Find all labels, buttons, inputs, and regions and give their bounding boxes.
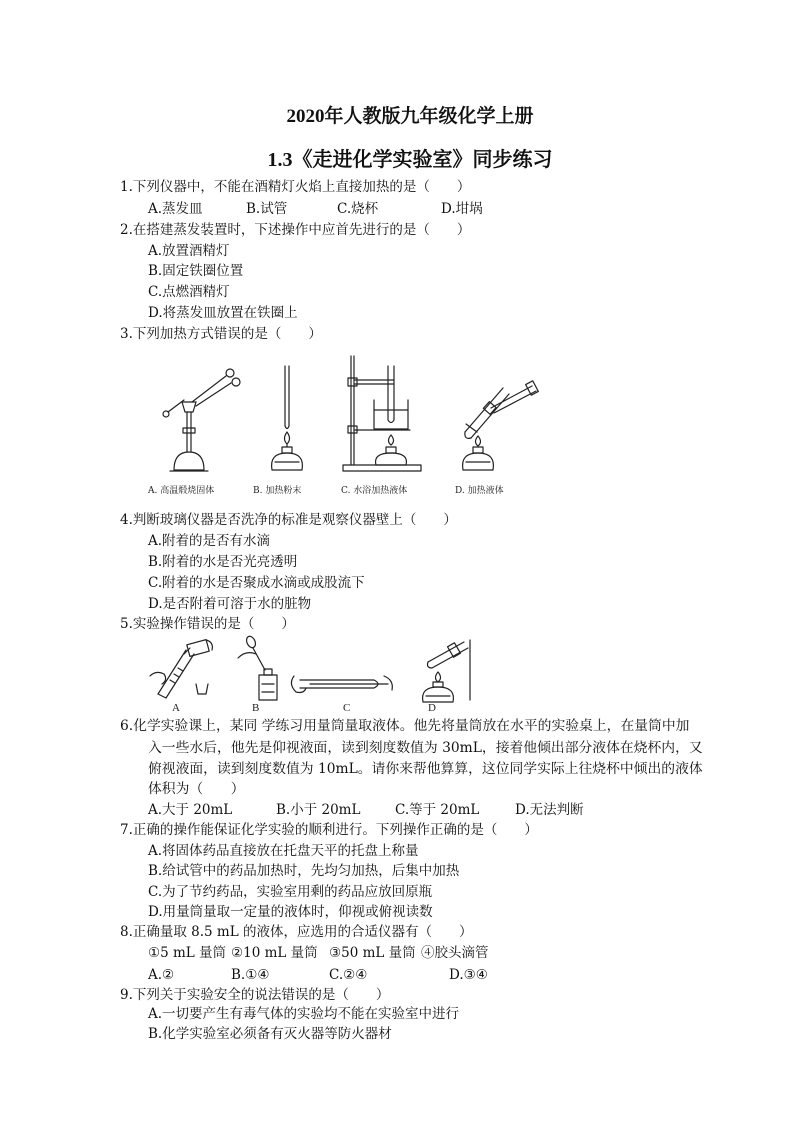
q8-item-2: ②10 mL 量筒 (231, 945, 318, 961)
q8-item-3: ③50 mL 量筒 (329, 945, 416, 961)
q1-option-d: D.坩埚 (441, 201, 483, 217)
q9-stem: 9.下列关于实验安全的说法错误的是（ ） (120, 987, 390, 1003)
q5-figure-label-a: A (172, 702, 180, 714)
q8-item-4: ④胶头滴管 (421, 945, 489, 961)
q3-apparatus-c (343, 356, 421, 471)
q6-stem-line-3: 俯视液面，读到刻度数值为 10mL。请你来帮他算算，这位同学实际上往烧杯中倾出的液体 (148, 761, 703, 777)
q5-apparatus-d (423, 640, 470, 702)
q8-option-b: B.①④ (231, 967, 270, 983)
q3-figure-label-b: B. 加热粉末 (253, 486, 302, 496)
q2-stem: 2.在搭建蒸发装置时，下述操作中应首先进行的是（ ） (120, 222, 471, 238)
q5-apparatus-c (291, 676, 392, 693)
q8-item-1: ①5 mL 量筒 (148, 945, 227, 961)
page-title: 2020年人教版九年级化学上册 (286, 106, 534, 127)
q3-apparatus-b (272, 366, 303, 470)
q7-option-d: D.用量筒量取一定量的液体时，仰视或俯视读数 (148, 904, 433, 920)
q6-option-a: A.大于 20mL (148, 802, 233, 818)
q2-option-b: B.固定铁圈位置 (148, 263, 244, 279)
q4-option-a: A.附着的是否有水滴 (148, 533, 271, 549)
q4-option-c: C.附着的水是否聚成水滴或成股流下 (148, 575, 365, 591)
q6-stem-line-1: 6.化学实验课上，某同 学练习用量筒量取液体。他先将量筒放在水平的实验桌上，在量筒中加 (120, 718, 690, 734)
q4-option-b: B.附着的水是否光亮透明 (148, 554, 298, 570)
q9-option-b: B.化学实验室必须备有灭火器等防火器材 (148, 1026, 392, 1042)
q3-figure (148, 352, 538, 500)
q6-stem-line-2: 入一些水后，他先是仰视液面，读到刻度数值为 30mL，接着他倾出部分液体在烧杯内，又 (148, 740, 703, 756)
q1-option-a: A.蒸发皿 (148, 201, 203, 217)
q6-option-d: D.无法判断 (515, 802, 584, 818)
q5-figure-label-c: C (343, 702, 351, 714)
q1-stem: 1.下列仪器中，不能在酒精灯火焰上直接加热的是（ ） (120, 179, 471, 195)
q9-option-a: A.一切要产生有毒气体的实验均不能在实验室中进行 (148, 1006, 460, 1022)
q5-apparatus-a (150, 640, 212, 698)
q7-stem: 7.正确的操作能保证化学实验的顺利进行。下列操作正确的是（ ） (120, 822, 538, 838)
q3-figure-label-a: A. 高温煅烧固体 (148, 486, 215, 496)
q8-option-c: C.②④ (329, 967, 368, 983)
q8-stem: 8.正确量取 8.5 mL 的液体，应选用的合适仪器有（ ） (120, 924, 473, 940)
q3-figure-label-d: D. 加热液体 (455, 486, 504, 496)
q5-figure (148, 636, 478, 714)
q8-option-a: A.② (148, 967, 175, 983)
q1-option-b: B.试管 (246, 201, 288, 217)
q3-apparatus-d (463, 381, 539, 470)
q6-option-c: C.等于 20mL (395, 802, 480, 818)
q7-option-a: A.将固体药品直接放在托盘天平的托盘上称量 (148, 843, 419, 859)
q8-option-d: D.③④ (449, 967, 488, 983)
q3-stem: 3.下列加热方式错误的是（ ） (120, 326, 322, 342)
q5-figure-label-b: B (252, 702, 260, 714)
q6-option-b: B.小于 20mL (276, 802, 361, 818)
q1-option-c: C.烧杯 (337, 201, 379, 217)
q2-option-d: D.将蒸发皿放置在铁圈上 (148, 305, 298, 321)
q2-option-c: C.点燃酒精灯 (148, 284, 230, 300)
page-subtitle: 1.3《走进化学实验室》同步练习 (267, 149, 553, 171)
q6-stem-line-4: 体积为（ ） (148, 781, 245, 797)
q2-option-a: A.放置酒精灯 (148, 243, 230, 259)
q4-option-d: D.是否附着可溶于水的脏物 (148, 596, 312, 612)
q5-stem: 5.实验操作错误的是（ ） (120, 616, 295, 632)
q7-option-b: B.给试管中的药品加热时，先均匀加热，后集中加热 (148, 863, 460, 879)
q4-stem: 4.判断玻璃仪器是否洗净的标准是观察仪器壁上（ ） (120, 512, 457, 528)
q5-figure-label-d: D (428, 702, 436, 714)
q7-option-c: C.为了节约药品，实验室用剩的药品应放回原瓶 (148, 884, 433, 900)
q3-apparatus-a (163, 369, 240, 471)
q5-apparatus-b (238, 635, 277, 700)
q3-figure-label-c: C. 水浴加热液体 (341, 486, 408, 496)
